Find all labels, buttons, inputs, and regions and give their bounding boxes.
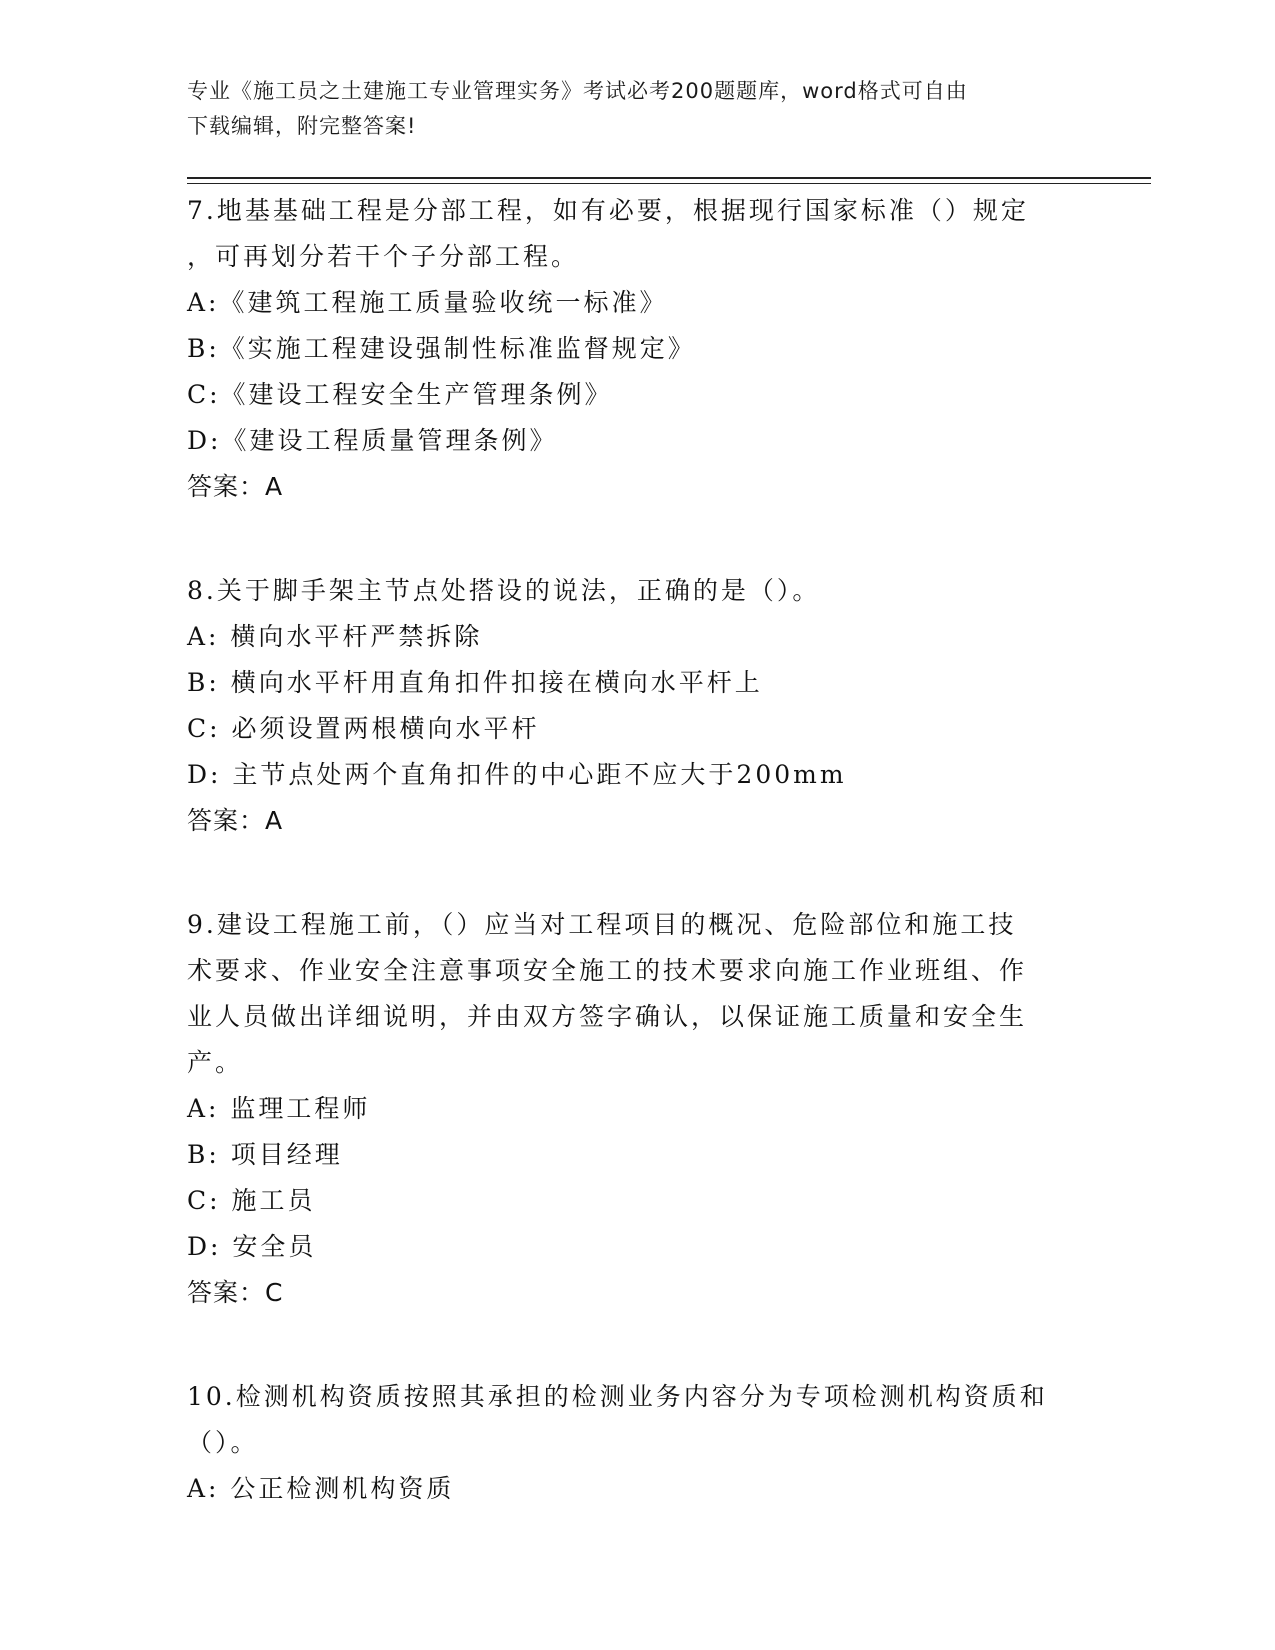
question-stem-line: 术要求、作业安全注意事项安全施工的技术要求向施工作业班组、作 xyxy=(187,956,1028,985)
header-divider-thin xyxy=(187,183,1151,184)
option-c: C: 必须设置两根横向水平杆 xyxy=(187,714,540,743)
question-stem-line: 10.检测机构资质按照其承担的检测业务内容分为专项检测机构资质和 xyxy=(187,1382,1048,1411)
question-stem-line: 7.地基基础工程是分部工程，如有必要，根据现行国家标准（）规定 xyxy=(187,196,1029,225)
option-a: A:《建筑工程施工质量验收统一标准》 xyxy=(187,288,668,317)
question-stem-line: 8.关于脚手架主节点处搭设的说法，正确的是（）。 xyxy=(187,576,821,605)
question-10 xyxy=(187,1374,1087,1512)
option-d: D:《建设工程质量管理条例》 xyxy=(187,426,558,455)
option-b: B: 横向水平杆用直角扣件扣接在横向水平杆上 xyxy=(187,668,763,697)
option-b: B: 项目经理 xyxy=(187,1140,343,1169)
question-list xyxy=(187,188,1087,1570)
option-b: B:《实施工程建设强制性标准监督规定》 xyxy=(187,334,696,363)
option-a: A: 公正检测机构资质 xyxy=(187,1474,455,1503)
answer-label: 答案：A xyxy=(187,472,284,501)
option-d: D: 安全员 xyxy=(187,1232,317,1261)
header-divider-thick xyxy=(187,177,1151,179)
question-9 xyxy=(187,902,1087,1316)
answer-label: 答案：A xyxy=(187,806,284,835)
document-header xyxy=(187,74,1087,144)
question-7 xyxy=(187,188,1087,510)
question-stem-line: （）。 xyxy=(187,1428,259,1457)
option-c: C: 施工员 xyxy=(187,1186,316,1215)
header-line-2: 下载编辑，附完整答案! xyxy=(187,114,417,138)
question-stem-line: 产。 xyxy=(187,1048,244,1077)
option-c: C:《建设工程安全生产管理条例》 xyxy=(187,380,613,409)
answer-label: 答案：C xyxy=(187,1278,284,1307)
option-a: A: 监理工程师 xyxy=(187,1094,371,1123)
question-stem-line: 业人员做出详细说明，并由双方签字确认，以保证施工质量和安全生 xyxy=(187,1002,1028,1031)
question-stem-line: ，可再划分若干个子分部工程。 xyxy=(187,242,580,271)
question-stem-line: 9.建设工程施工前，（）应当对工程项目的概况、危险部位和施工技 xyxy=(187,910,1017,939)
question-8 xyxy=(187,568,1087,844)
header-line-1: 专业《施工员之土建施工专业管理实务》考试必考200题题库，word格式可自由 xyxy=(187,79,968,103)
option-d: D: 主节点处两个直角扣件的中心距不应大于200mm xyxy=(187,760,847,789)
option-a: A: 横向水平杆严禁拆除 xyxy=(187,622,483,651)
